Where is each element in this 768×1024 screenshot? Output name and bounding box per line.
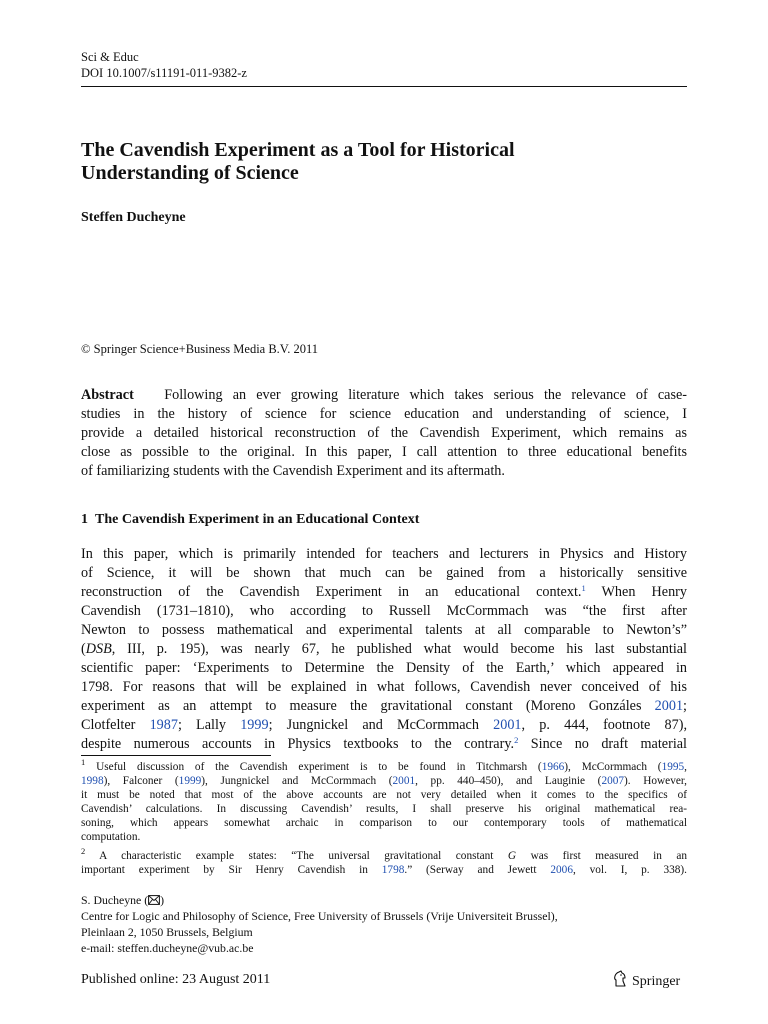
body-line: reconstruction of the Cavendish Experiment in an educational context.$^1$ When Henry [81, 583, 687, 600]
section-title: The Cavendish Experiment in an Educational Context [95, 512, 420, 527]
footnote-rule [81, 755, 271, 756]
body-line: despite numerous accounts in Physics textbooks to the contrary.$^2$ Since no draft material [81, 735, 688, 752]
springer-horse-icon [612, 970, 628, 993]
citation-link[interactable]: 1999 [240, 717, 269, 733]
abstract-line: close as possible to the original. In this paper, I call attention to three educational benefits [81, 444, 687, 460]
affiliation-centre: Centre for Logic and Philosophy of Science, Free University of Brussels (Vrije Universiteit Brussel), [81, 909, 558, 923]
citation-link[interactable]: 1987 [149, 717, 178, 733]
footnote-line: computation. [81, 831, 141, 843]
footnote-line: 1998), Falconer (1999), Jungnickel and McCormmach (2001, pp. 440–450), and Lauginie (2007). However, [81, 775, 687, 787]
body-line: (DSB, III, p. 195), was nearly 67, he published what would become his last substantial [81, 641, 687, 657]
citation-link[interactable]: 1966 [541, 761, 565, 773]
citation-link[interactable]: 1999 [178, 775, 202, 787]
title-line-1: The Cavendish Experiment as a Tool for Historical [81, 139, 515, 161]
body-line: of Science, it will be shown that much can be gained from a historically sensitive [81, 565, 687, 581]
body-line: Newton to possess mathematical and experimental talents at all comparable to Newton’s” [81, 622, 687, 638]
citation-link[interactable]: 2001 [493, 717, 522, 733]
citation-link[interactable]: 1998 [81, 775, 104, 787]
footnote-line: $^1$ Useful discussion of the Cavendish experiment is to be found in Titchmarsh (1966), McCormmach (1995, [81, 757, 687, 773]
body-line: Clotfelter 1987; Lally 1999; Jungnickel and McCormmach 2001, p. 444, footnote 87), [81, 717, 687, 733]
citation-link[interactable]: 1995 [661, 761, 685, 773]
citation-link[interactable]: 2001 [392, 775, 416, 787]
footnote-line: soning, which appears somewhat archaic in comparison to our contemporary tools of mathematical [81, 817, 687, 829]
footnote-line: $^2$ A characteristic example states: “The universal gravitational constant G was first measured in an [81, 846, 687, 862]
abstract-label: Abstract [81, 387, 134, 403]
footnote-line: Cavendish’ calculations. In discussing Cavendish’ results, I shall preserve his original mathematical rea- [81, 803, 687, 815]
publisher-logo [612, 970, 680, 993]
footnote-line: it must be noted that most of the above accounts are not very detailed when it comes to the specifics of [81, 789, 687, 801]
body-line: Cavendish (1731–1810), who according to Russell McCormmach was “the first after [81, 603, 687, 619]
copyright-notice: © Springer Science+Business Media B.V. 2011 [81, 342, 319, 356]
publisher-name: Springer [632, 973, 681, 989]
abstract-line: Abstract Following an ever growing literature which takes serious the relevance of case- [81, 387, 688, 403]
affiliation-email[interactable]: e-mail: steffen.ducheyne@vub.ac.be [81, 941, 254, 955]
footnote-number: 1 [81, 757, 86, 767]
section-number: 1 [81, 512, 88, 527]
footnote-line: important experiment by Sir Henry Cavendish in 1798.” (Serway and Jewett 2006, vol. I, p. 338). [81, 864, 687, 876]
section-heading [81, 512, 419, 528]
abstract-line: provide a detailed historical reconstruction of the Cavendish Experiment, which remains as [81, 425, 687, 441]
corresponding-author: S. Ducheyne ( ) [81, 893, 164, 910]
envelope-icon[interactable] [148, 894, 160, 910]
affiliation-address: Pleinlaan 2, 1050 Brussels, Belgium [81, 925, 253, 939]
footnote-ref-1[interactable]: 1 [581, 583, 586, 593]
journal-doi: DOI 10.1007/s11191-011-9382-z [81, 65, 247, 80]
paper-title [81, 139, 687, 185]
footnote-number: 2 [81, 846, 86, 856]
footnote-ref-2[interactable]: 2 [514, 735, 519, 745]
title-line-2: Understanding of Science [81, 162, 299, 184]
body-line: 1798. For reasons that will be explained in what follows, Cavendish never conceived of his [81, 679, 687, 695]
abstract-line: studies in the history of science for science education and understanding of science, I [81, 406, 687, 422]
header-rule [81, 86, 687, 87]
author-name: Steffen Ducheyne [81, 210, 186, 225]
body-line: scientific paper: ‘Experiments to Determine the Density of the Earth,’ which appeared in [81, 660, 687, 676]
published-date: Published online: 23 August 2011 [81, 972, 271, 987]
citation-link[interactable]: 2007 [601, 775, 625, 787]
journal-name: Sci & Educ [81, 50, 139, 64]
citation-link[interactable]: 2001 [654, 698, 684, 714]
abstract-line: of familiarizing students with the Cavendish Experiment and its aftermath. [81, 463, 505, 479]
body-line: experiment as an attempt to measure the gravitational constant (Moreno Gonzáles 2001; [81, 698, 687, 714]
journal-header [81, 50, 247, 81]
citation-link[interactable]: 1798 [381, 864, 405, 876]
citation-link[interactable]: 2006 [550, 864, 573, 876]
body-line: In this paper, which is primarily intended for teachers and lecturers in Physics and History [81, 546, 687, 562]
